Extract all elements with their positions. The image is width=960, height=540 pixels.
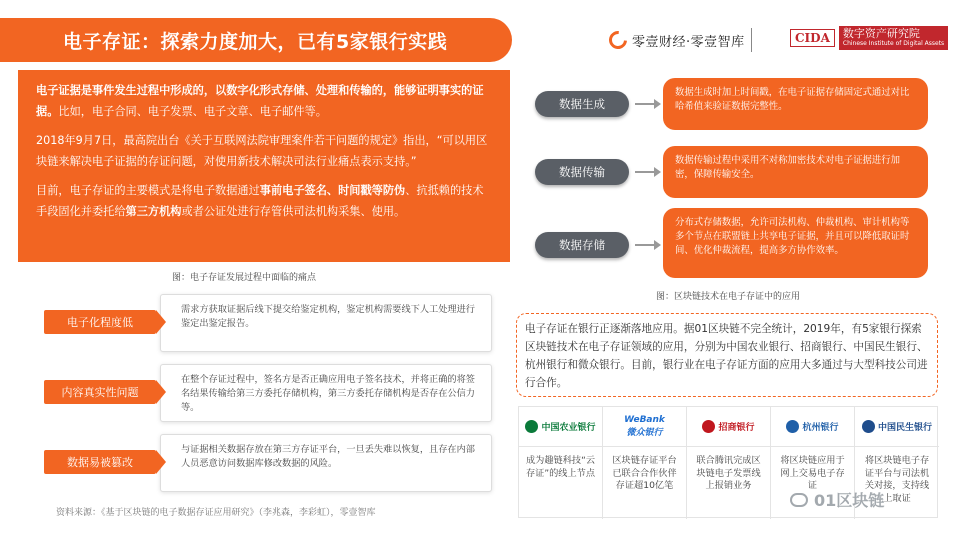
arrow-right-icon — [635, 171, 659, 173]
flow-stage-pill: 数据传输 — [535, 159, 629, 185]
intro-paragraph-1 — [36, 80, 492, 122]
cida-abbr: CIDA — [790, 29, 835, 47]
bank-desc: 将区块链电子存证平台与司法机关对接，支持线上取证 — [864, 455, 930, 504]
cida-text — [839, 26, 948, 50]
left-caption: 图：电子存证发展过程中面临的痛点 — [172, 273, 317, 283]
bank-desc: 成为趣链科技“云存证”的线上节点 — [525, 455, 596, 479]
abc-logo — [519, 407, 602, 447]
intro-p3-c: 、抗抵赖的技术手段固化并委托给 — [36, 184, 484, 218]
hzbank-logo — [771, 407, 854, 447]
bank-column — [519, 407, 603, 519]
summary-box: 电子存证在银行正逐渐落地应用。据01区块链不完全统计，2019年，有5家银行探索区块链技术在电子存证领域的应用，分别为中国农业银行、招商银行、中国民生银行、杭州银行和微众银行。目前，银行业在电子存证方面的应用大多通过与大型科技公司进行合作。 — [516, 313, 938, 397]
bank-name: 中国民生银行 — [877, 423, 932, 433]
arrow-right-icon — [635, 103, 659, 105]
intro-paragraph-3 — [36, 180, 492, 222]
brand-logo-icon — [605, 27, 630, 52]
cida-logo — [790, 26, 948, 50]
cmbc-logo — [855, 407, 939, 447]
intro-lead: 电子证据是事件发生过程中形成的，以数字化形式存储、处理和传输的，能够证明事实的证据。 — [36, 84, 484, 118]
bank-name: 微众银行 — [626, 428, 663, 438]
intro-block — [18, 70, 510, 262]
issue-label: 内容真实性问题 — [44, 380, 156, 404]
bank-name-en: WeBank — [624, 415, 665, 425]
issue-text: 与证据相关数据存放在第三方存证平台，一旦丢失难以恢复，且存在内部人员恶意访问数据库修改数据的风险。 — [160, 434, 492, 492]
intro-lead-tail: 比如，电子合同、电子发票、电子文章、电子邮件等。 — [58, 105, 327, 118]
brand — [609, 28, 758, 52]
intro-paragraph-2: 2018年9月7日，最高院出台《关于互联网法院审理案件若干问题的规定》指出，“可以用区块链来解决电子证据的存证问题，对使用新技术解决司法行业痛点表示支持。” — [36, 134, 488, 168]
flow-stage-desc: 数据生成时加上时间戳，在电子证据存储固定式通过对比哈希值来验证数据完整性。 — [663, 78, 928, 130]
bank-desc: 将区块链应用于网上交易电子存证 — [780, 455, 845, 491]
wechat-icon — [790, 493, 808, 507]
watermark — [790, 488, 884, 511]
cida-en: Chinese Institute of Digital Assets — [842, 40, 945, 47]
bank-desc: 区块链存证平台已联合合作伙伴存证超10亿笔 — [612, 455, 677, 491]
issue-label: 电子化程度低 — [44, 310, 156, 334]
flow-stage-desc: 分布式存储数据，允许司法机构、仲裁机构、审计机构等多个节点在联盟链上共享电子证据，并且可以降低取证时间、优化仲裁流程，提高多方协作效率。 — [663, 208, 928, 278]
hzbank-logo-icon — [786, 420, 799, 433]
watermark-text: 01区块链 — [814, 491, 885, 510]
issue-text: 在整个存证过程中，签名方是否正确应用电子签名技术，并将正确的将签名结果传输给第三方委托存储机构，第三方委托存储机构是否存在公信力等。 — [160, 364, 492, 422]
arrow-right-icon — [635, 244, 659, 246]
right-caption: 图：区块链技术在电子存证中的应用 — [656, 292, 801, 302]
bank-name: 杭州银行 — [802, 423, 839, 433]
flow-stage-desc: 数据传输过程中采用不对称加密技术对电子证据进行加密，保障传输安全。 — [663, 146, 928, 198]
abc-logo-icon — [525, 420, 538, 433]
issue-label: 数据易被篡改 — [44, 450, 156, 474]
cmbc-logo-icon — [862, 420, 875, 433]
webank-logo — [603, 407, 686, 447]
divider — [751, 28, 752, 52]
flow-stage-pill: 数据生成 — [535, 91, 629, 117]
intro-p3-a: 目前，电子存证的主要模式是将电子数据通过 — [36, 184, 260, 197]
cmb-logo-icon — [702, 420, 715, 433]
bank-column — [603, 407, 687, 519]
page-title: 电子存证：探索力度加大，已有5家银行实践 — [63, 31, 448, 53]
cida-cn: 数字资产研究院 — [842, 27, 920, 40]
source-note: 资料来源：《基于区块链的电子数据存证应用研究》（李兆森，李彩虹），零壹智库 — [56, 508, 376, 518]
bank-name: 中国农业银行 — [541, 423, 596, 433]
intro-p3-b: 事前电子签名、时间戳等防伪 — [259, 184, 406, 197]
cmb-logo — [687, 407, 770, 447]
intro-p3-e: 或者公证处进行存管供司法机构采集、使用。 — [181, 205, 406, 218]
bank-column — [687, 407, 771, 519]
issue-text: 需求方获取证据后线下提交给鉴定机构，鉴定机构需要线下人工处理进行鉴定出鉴定报告。 — [160, 294, 492, 352]
flow-stage-pill: 数据存储 — [535, 232, 629, 258]
bank-name: 招商银行 — [718, 423, 755, 433]
brand-name: 零壹财经·零壹智库 — [632, 34, 745, 50]
bank-desc: 联合腾讯完成区块链电子发票线上报销业务 — [696, 455, 761, 491]
intro-p3-d: 第三方机构 — [125, 205, 182, 218]
